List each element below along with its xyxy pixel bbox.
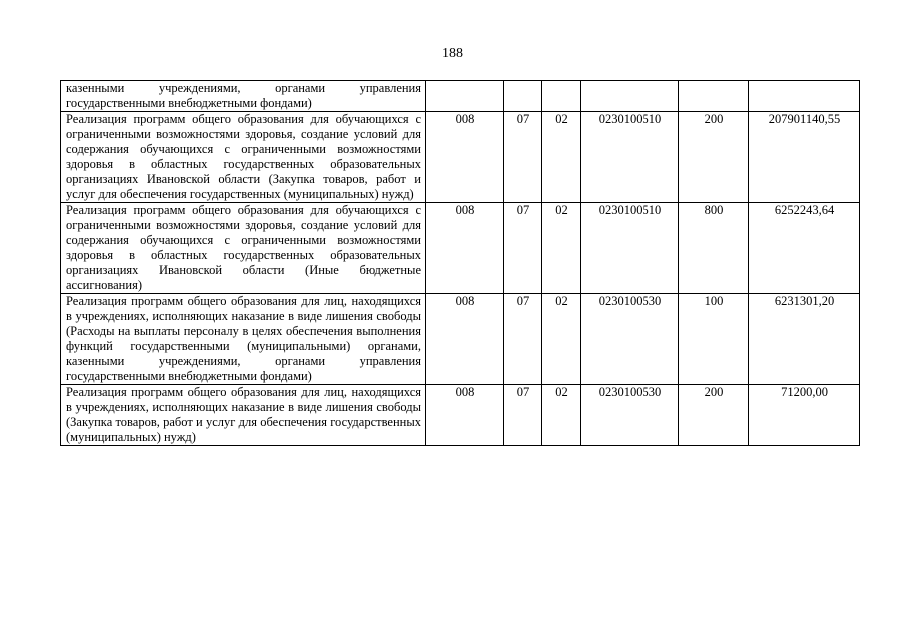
ministry-code: 008 <box>426 112 504 203</box>
row-description: казенными учреждениями, органами управления государственными внебюджетными фондами) <box>61 81 426 112</box>
amount: 6252243,64 <box>749 203 860 294</box>
ministry-code: 008 <box>426 294 504 385</box>
subsection-code: 02 <box>542 385 581 446</box>
amount: 6231301,20 <box>749 294 860 385</box>
target-item-code: 0230100510 <box>581 112 679 203</box>
target-item-code: 0230100530 <box>581 294 679 385</box>
budget-table <box>60 80 860 446</box>
row-description: Реализация программ общего образования для лиц, находящихся в учреждениях, исполняющих наказание в виде лишения свободы (Расходы на выплаты персоналу в целях обеспечения выполнения функций государственными (муниципальными) органами, казенными учреждениями, органами управления государственными внебюджетными фондами) <box>61 294 426 385</box>
table-body <box>61 81 860 446</box>
amount: 71200,00 <box>749 385 860 446</box>
section-code: 07 <box>504 112 542 203</box>
expense-type-code: 200 <box>679 385 749 446</box>
row-description: Реализация программ общего образования для обучающихся с ограниченными возможностями здоровья, создание условий для содержания обучающихся с ограниченными возможностями здоровья в областных государственных образовательных организациях Ивановской области (Иные бюджетные ассигнования) <box>61 203 426 294</box>
section-code: 07 <box>504 294 542 385</box>
target-item-code: 0230100530 <box>581 385 679 446</box>
subsection-code: 02 <box>542 203 581 294</box>
table-row <box>61 203 860 294</box>
amount: 207901140,55 <box>749 112 860 203</box>
expense-type-code: 800 <box>679 203 749 294</box>
ministry-code: 008 <box>426 385 504 446</box>
ministry-code: 008 <box>426 203 504 294</box>
section-code: 07 <box>504 203 542 294</box>
target-item-code: 0230100510 <box>581 203 679 294</box>
table-row <box>61 81 860 112</box>
subsection-code: 02 <box>542 112 581 203</box>
section-code: 07 <box>504 385 542 446</box>
table-row <box>61 294 860 385</box>
amount <box>749 81 860 112</box>
row-description: Реализация программ общего образования для обучающихся с ограниченными возможностями здоровья, создание условий для содержания обучающихся с ограниченными возможностями здоровья в областных государственных образовательных организациях Ивановской области (Закупка товаров, работ и услуг для обеспечения государственных (муниципальных) нужд) <box>61 112 426 203</box>
section-code <box>504 81 542 112</box>
row-description: Реализация программ общего образования для лиц, находящихся в учреждениях, исполняющих наказание в виде лишения свободы (Закупка товаров, работ и услуг для обеспечения государственных (муниципальных) нужд) <box>61 385 426 446</box>
subsection-code: 02 <box>542 294 581 385</box>
table-row <box>61 385 860 446</box>
table-row <box>61 112 860 203</box>
ministry-code <box>426 81 504 112</box>
expense-type-code: 100 <box>679 294 749 385</box>
page-number: 188 <box>442 46 463 61</box>
expense-type-code <box>679 81 749 112</box>
subsection-code <box>542 81 581 112</box>
target-item-code <box>581 81 679 112</box>
expense-type-code: 200 <box>679 112 749 203</box>
